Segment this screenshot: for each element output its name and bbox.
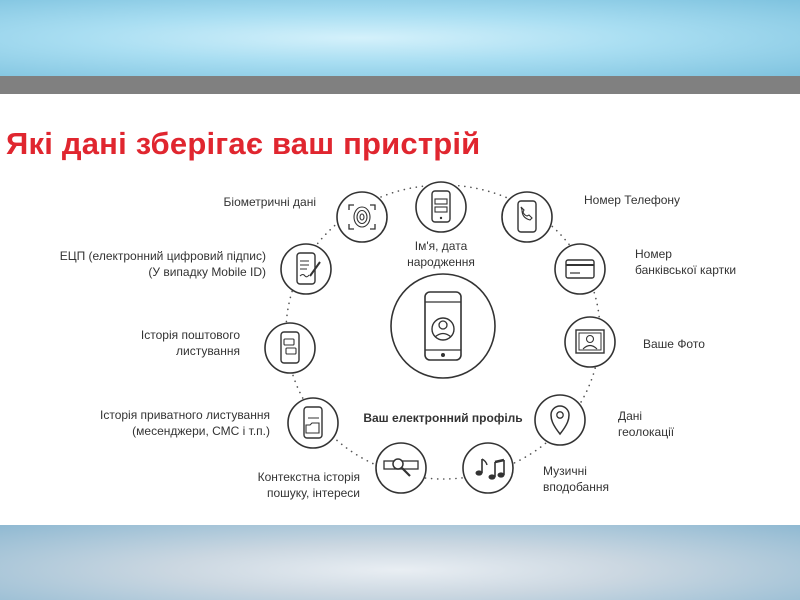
label-line: банківської картки <box>635 263 737 277</box>
label-line: Ім'я, дата <box>414 239 468 253</box>
node-photo <box>565 317 615 367</box>
label-search-history <box>220 469 360 501</box>
label-line: (месенджери, СМС і т.п.) <box>132 424 270 438</box>
label-digital-signature <box>30 248 266 280</box>
label-line: Номер <box>635 247 672 261</box>
label-biometrics <box>180 194 316 210</box>
label-line: Історія поштового <box>140 328 240 342</box>
node-email-history <box>265 323 315 373</box>
label-line: геолокації <box>618 425 675 439</box>
profile-diagram <box>0 94 800 525</box>
label-line: Контекстна історія <box>257 470 360 484</box>
label-line: Номер Телефону <box>584 193 681 207</box>
bottom-background <box>0 525 800 600</box>
node-digital-signature <box>281 244 331 294</box>
label-line: ЕЦП (електронний цифровий підпис) <box>59 249 266 263</box>
label-line: пошуку, інтереси <box>266 486 360 500</box>
slide <box>0 94 800 525</box>
label-line: Ваше Фото <box>643 337 705 351</box>
label-line: Біометричні дані <box>223 195 316 209</box>
center-label: Ваш електронний профіль <box>363 411 523 425</box>
node-music <box>463 443 513 493</box>
node-geolocation <box>535 395 585 445</box>
label-geolocation <box>618 408 674 440</box>
label-line: листування <box>175 344 240 358</box>
node-search-history <box>376 443 426 493</box>
label-name-birthdate <box>393 238 489 270</box>
node-phone-number <box>502 192 552 242</box>
center-profile-icon <box>391 274 495 378</box>
label-line: Музичні <box>543 464 587 478</box>
label-email-history <box>100 327 240 359</box>
top-background <box>0 0 800 76</box>
slide-title: Які дані зберігає ваш пристрій <box>6 126 481 161</box>
node-name-birthdate <box>416 182 466 232</box>
label-line: Дані <box>618 409 643 423</box>
label-private-messages <box>70 407 270 439</box>
node-bank-card <box>555 244 605 294</box>
label-line: вподобання <box>543 480 609 494</box>
label-phone-number <box>584 192 680 208</box>
label-bank-card <box>635 246 736 278</box>
label-line: народження <box>407 255 475 269</box>
label-music <box>543 463 609 495</box>
node-private-messages <box>288 398 338 448</box>
label-photo <box>643 336 705 352</box>
label-line: (У випадку Mobile ID) <box>148 265 266 279</box>
label-line: Історія приватного листування <box>100 408 270 422</box>
slide-top-bar <box>0 76 800 94</box>
node-biometrics <box>337 192 387 242</box>
